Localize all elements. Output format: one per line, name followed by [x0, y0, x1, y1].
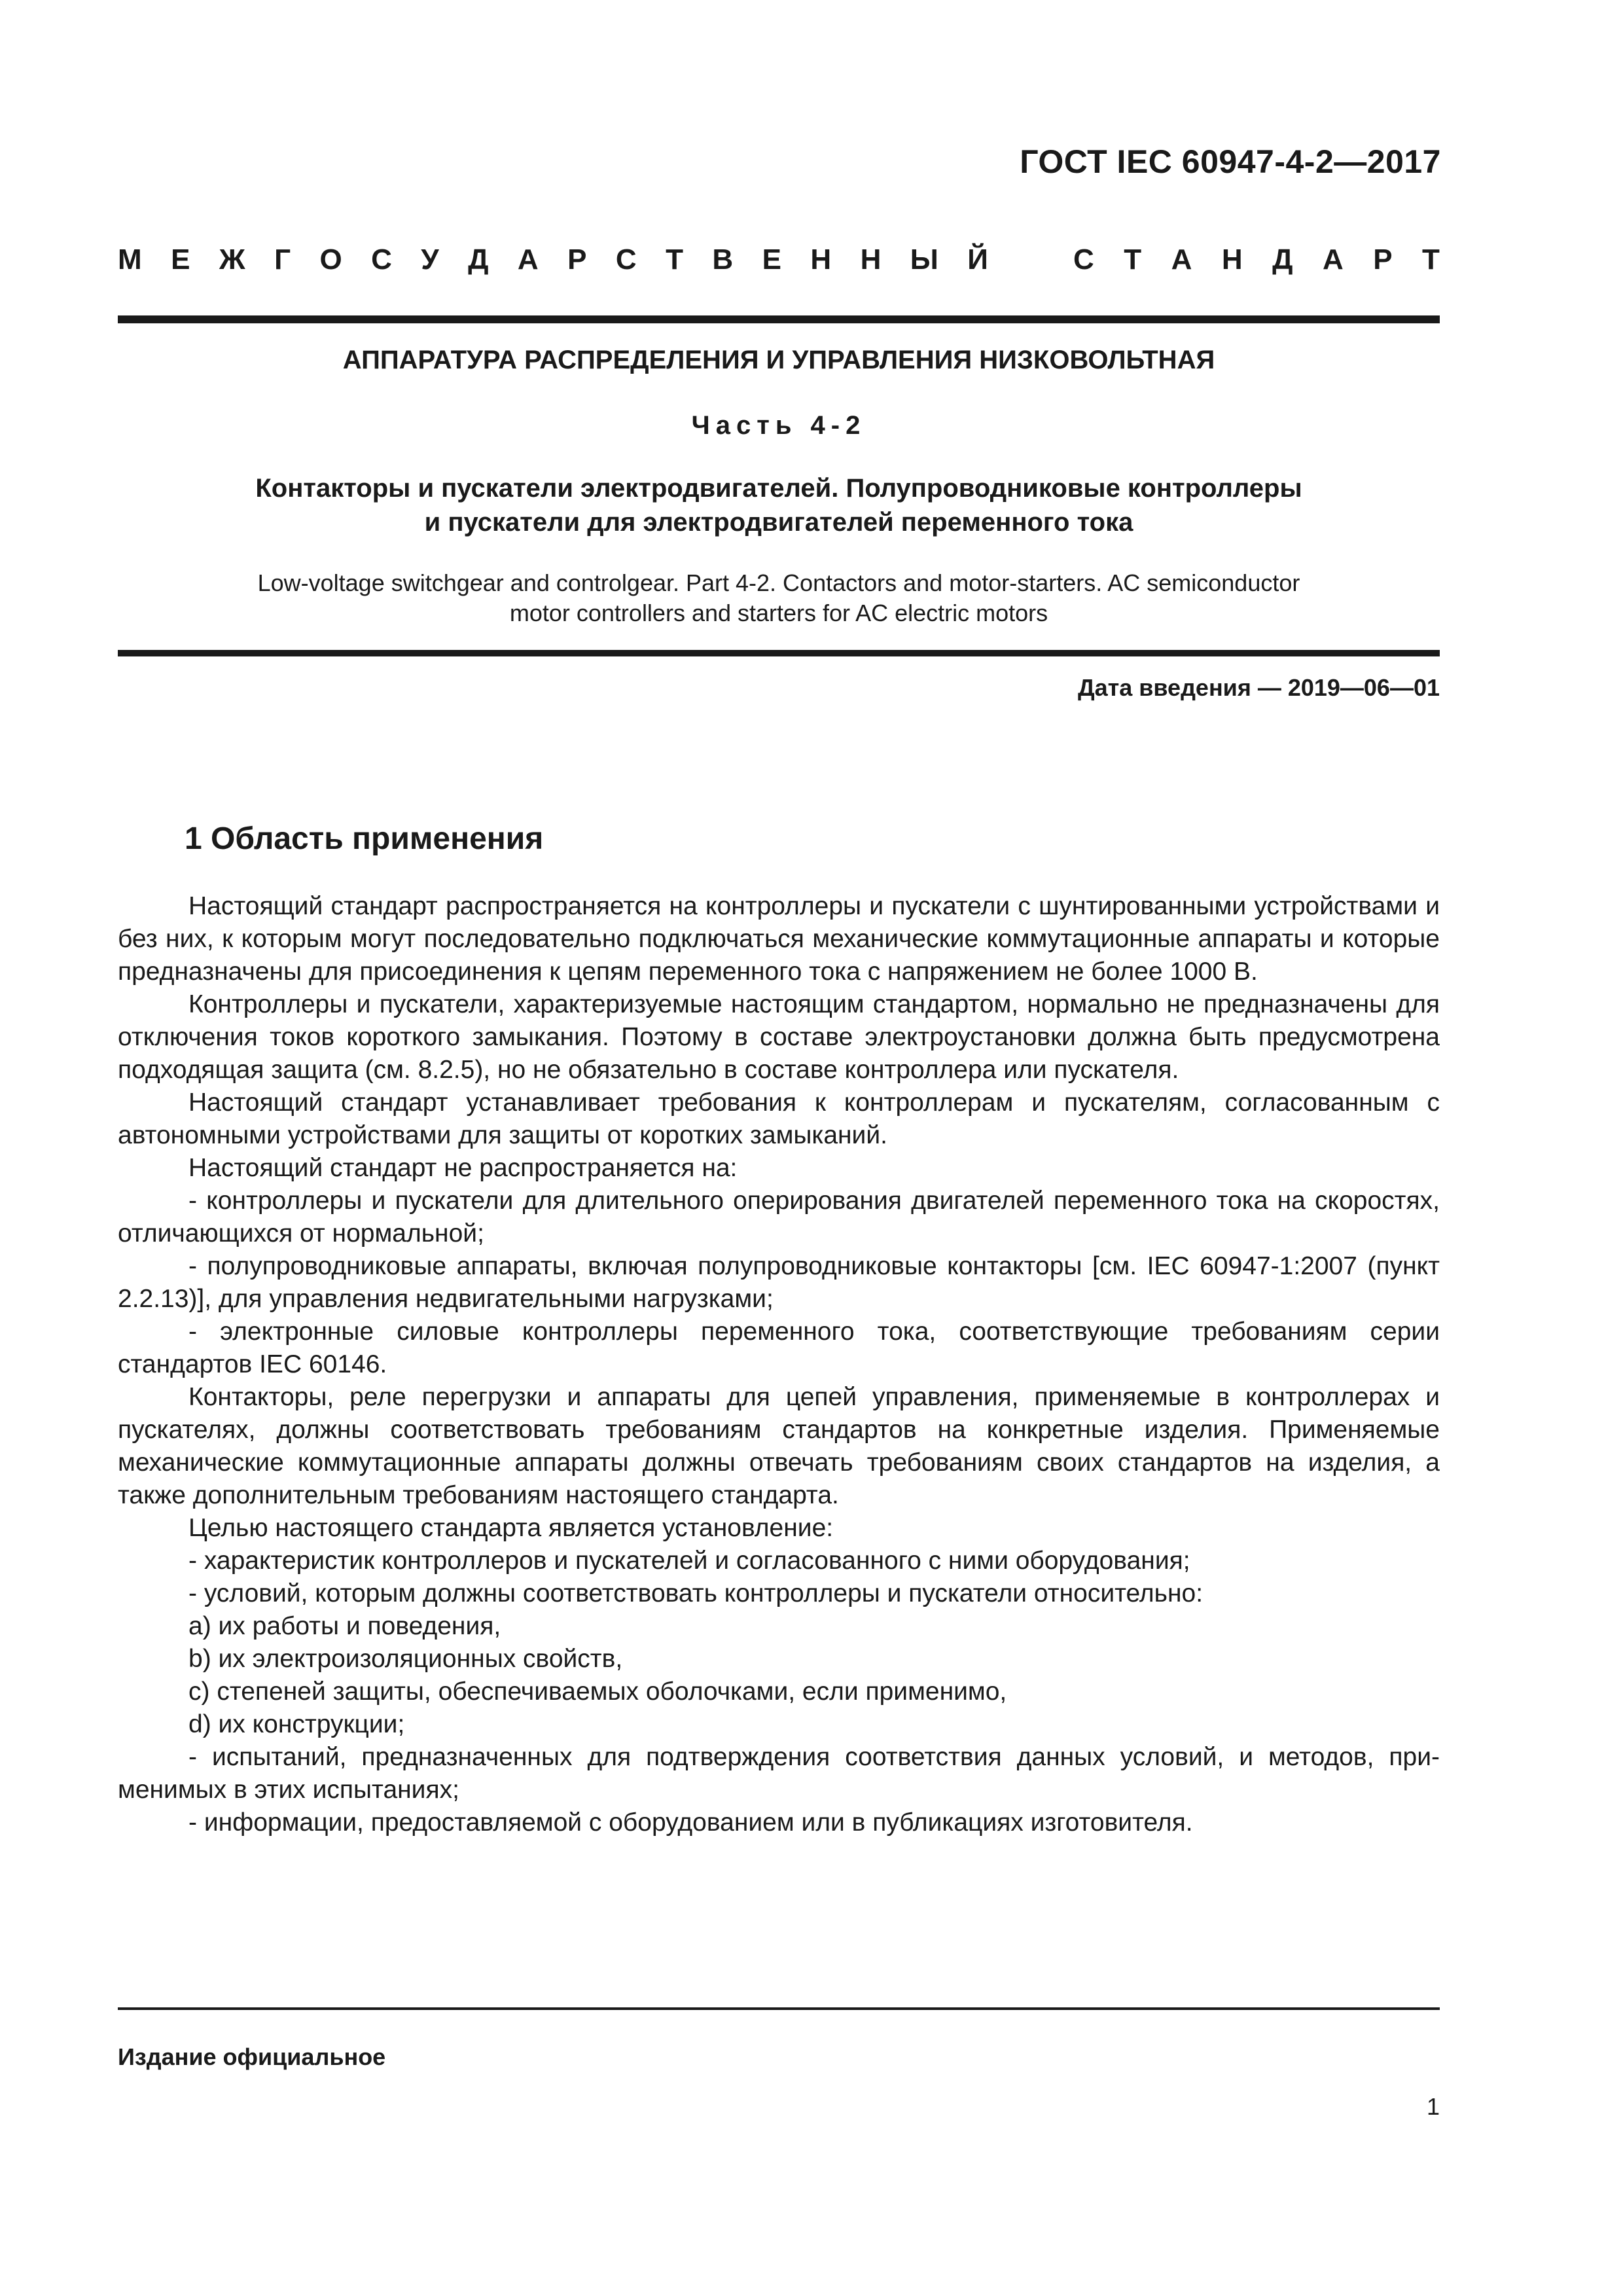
list-item: - испытаний, предназначенных для подтверждения соответствия данных условий, и методов, применимых в этих испытаниях; — [118, 1743, 1440, 1804]
page-number: 1 — [1426, 2093, 1440, 2120]
english-title-line-2: motor controllers and starters for AC electric motors — [509, 600, 1048, 626]
top-rule — [118, 315, 1440, 323]
list-item: - полупроводниковые аппараты, включая полупроводниковые контакторы [см. IEC 60947-1:2007 (пункт 2.2.13)], для управления недвигательными нагрузками; — [118, 1252, 1440, 1313]
banner-letter: Н — [810, 243, 832, 276]
list-item: a) их работы и поведения, — [188, 1612, 501, 1640]
banner-letter: Д — [468, 243, 489, 276]
banner-word-interstate — [118, 243, 988, 276]
banner-letter: Ж — [219, 243, 245, 276]
paragraph: Контакторы, реле перегрузки и аппараты для цепей управления, применяемые в контроллерах и пускателях, должны соответствовать требованиям стандартов на конкретные изделия. Применяемые механические коммутационные аппараты должны отвечать требованиям своих стандартов на изделия, а также дополнительным требованиям настоящего стандарта. — [118, 1383, 1440, 1509]
document-code: ГОСТ IEC 60947-4-2—2017 — [1020, 143, 1441, 180]
list-item: - характеристик контроллеров и пускателей и согласованного с ними оборудования; — [188, 1547, 1190, 1575]
banner-letter: А — [1322, 243, 1344, 276]
subtitle-line-1: Контакторы и пускатели электродвигателей. Полупроводниковые контроллеры — [255, 474, 1302, 503]
middle-rule — [118, 650, 1440, 656]
list-item: d) их конструкции; — [188, 1710, 405, 1738]
standard-title: АППАРАТУРА РАСПРЕДЕЛЕНИЯ И УПРАВЛЕНИЯ НИЗКОВОЛЬТНАЯ — [342, 346, 1215, 374]
standard-subtitle — [118, 471, 1440, 539]
paragraph: Настоящий стандарт не распространяется на: — [188, 1154, 738, 1182]
banner-letter: Т — [666, 243, 683, 276]
banner-letter: Г — [274, 243, 291, 276]
banner-letter: О — [319, 243, 342, 276]
banner-letter: А — [1171, 243, 1192, 276]
banner-letter: Т — [1124, 243, 1142, 276]
list-item: - контроллеры и пускатели для длительного оперирования двигателей переменного тока на скоростях, отличающихся от нормальной; — [118, 1187, 1440, 1247]
banner-letter: А — [517, 243, 539, 276]
banner-letter: Н — [860, 243, 882, 276]
part-number: Часть 4-2 — [691, 411, 866, 440]
standard-banner — [118, 243, 1440, 276]
banner-letter: Р — [567, 243, 587, 276]
banner-letter: С — [1073, 243, 1094, 276]
introduction-date: Дата введения — 2019—06—01 — [1077, 674, 1440, 701]
banner-letter: С — [615, 243, 637, 276]
section-heading: 1 Область применения — [185, 821, 544, 856]
subtitle-line-2: и пускатели для электродвигателей переменного тока — [424, 508, 1133, 537]
banner-word-standard — [1073, 243, 1440, 276]
list-item: - информации, предоставляемой с оборудованием или в публикациях изготовителя. — [188, 1808, 1193, 1837]
banner-letter: Е — [171, 243, 190, 276]
banner-letter: Т — [1422, 243, 1440, 276]
banner-letter: М — [118, 243, 142, 276]
banner-letter: Д — [1272, 243, 1293, 276]
banner-letter: Й — [967, 243, 988, 276]
paragraph: Настоящий стандарт устанавливает требования к контроллерам и пускателям, согласованным с автономными устройствами для защиты от коротких замыканий. — [118, 1088, 1440, 1149]
banner-letter: Н — [1221, 243, 1243, 276]
paragraph: Целью настоящего стандарта является установление: — [188, 1514, 834, 1542]
list-item: c) степеней защиты, обеспечиваемых оболочками, если применимо, — [188, 1677, 1007, 1706]
footer-rule — [118, 2007, 1440, 2010]
banner-letter: Е — [762, 243, 781, 276]
paragraph: Настоящий стандарт распространяется на контроллеры и пускатели с шунтированными устройствами и без них, к которым могут последовательно подключаться механические коммутационные аппараты и которые предназначены для присоединения к цепям переменного тока с напряжением не более 1000 В. — [118, 892, 1440, 986]
official-edition-label: Издание официальное — [118, 2043, 386, 2070]
list-item: b) их электроизоляционных свойств, — [188, 1645, 623, 1673]
english-title — [118, 568, 1440, 628]
english-title-line-1: Low-voltage switchgear and controlgear. Part 4-2. Contactors and motor-starters. AC semiconductor — [257, 569, 1300, 596]
banner-letter: У — [421, 243, 439, 276]
list-item: - электронные силовые контроллеры переменного тока, соответствующие требованиям серии стандартов IEC 60146. — [118, 1318, 1440, 1378]
banner-letter: С — [371, 243, 392, 276]
paragraph: Контроллеры и пускатели, характеризуемые настоящим стандартом, нормально не предназначены для отключения токов короткого замыкания. Поэтому в составе электроустановки должна быть предусмотрена подходящая защита (см. 8.2.5), но не обязательно в составе контроллера или пускателя. — [118, 990, 1440, 1084]
banner-letter: Ы — [910, 243, 938, 276]
banner-letter: Р — [1373, 243, 1393, 276]
banner-letter: В — [712, 243, 734, 276]
section-body — [118, 890, 1440, 1839]
list-item: - условий, которым должны соответствовать контроллеры и пускатели относительно: — [188, 1579, 1204, 1607]
